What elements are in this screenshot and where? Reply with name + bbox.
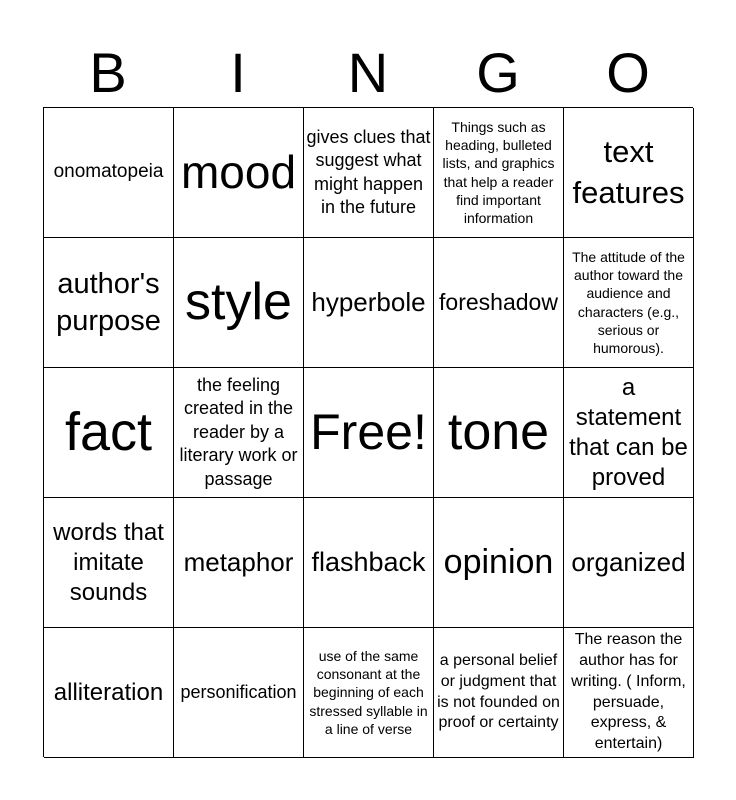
cell-text: style (185, 273, 292, 332)
cell-text: fact (64, 402, 153, 463)
cell-text: text features (572, 133, 685, 210)
cell-text: Free! (310, 404, 427, 461)
header-letter-b: B (89, 41, 127, 104)
cell-text: The attitude of the author toward the audience and characters (e.g., serious or humorous). (572, 248, 685, 356)
cell-text: alliteration (53, 678, 164, 706)
cell-text: a personal belief or judgment that is not founded on proof or certainty (437, 651, 560, 732)
cell-text: organized (571, 546, 686, 577)
cell-text: the feeling created in the reader by a literary work or passage (179, 375, 298, 489)
cell-text: author's purpose (56, 268, 161, 337)
bingo-cell (44, 108, 174, 238)
bingo-cell (434, 368, 564, 498)
bingo-cell (564, 498, 694, 628)
bingo-cell (434, 628, 564, 758)
bingo-cell (44, 498, 174, 628)
bingo-cell (304, 628, 434, 758)
bingo-cell (304, 108, 434, 238)
cell-text: gives clues that suggest what might happen in the future (306, 126, 431, 217)
bingo-cell (564, 368, 694, 498)
cell-text: The reason the author has for writing. ( Inform, persuade, express, & entertain) (571, 631, 686, 753)
bingo-cell (304, 498, 434, 628)
bingo-cell (174, 628, 304, 758)
bingo-board (43, 107, 693, 757)
cell-text: use of the same consonant at the beginning of each stressed syllable in a line of verse (309, 648, 428, 737)
cell-text: personification (180, 681, 297, 702)
cell-text: onomatopeia (53, 161, 164, 183)
cell-text: a statement that can be proved (569, 373, 688, 491)
bingo-cell (174, 108, 304, 238)
cell-text: hyperbole (311, 286, 426, 317)
header-letter-n: N (347, 41, 389, 104)
cell-text: foreshadow (439, 288, 558, 315)
bingo-cell (174, 498, 304, 628)
bingo-cell (564, 628, 694, 758)
bingo-cell (434, 238, 564, 368)
bingo-cell (564, 238, 694, 368)
header-letter-o: O (606, 41, 650, 104)
cell-text: words that imitate sounds (53, 518, 164, 606)
free-space (304, 368, 434, 498)
header-letter-g: G (476, 41, 520, 104)
bingo-cell (174, 238, 304, 368)
bingo-cell (44, 368, 174, 498)
cell-text: metaphor (183, 546, 294, 577)
bingo-cell (174, 368, 304, 498)
bingo-cell (434, 498, 564, 628)
cell-text: flashback (311, 547, 426, 578)
bingo-cell (304, 238, 434, 368)
bingo-cell (44, 628, 174, 758)
bingo-cell (44, 238, 174, 368)
cell-text: tone (447, 403, 550, 462)
cell-text: mood (180, 146, 297, 199)
bingo-cell (564, 108, 694, 238)
cell-text: Things such as heading, bulleted lists, and graphics that help a reader find important information (442, 118, 555, 226)
bingo-header (43, 40, 693, 106)
cell-text: opinion (443, 542, 554, 581)
header-letter-i: I (230, 41, 246, 104)
bingo-cell (434, 108, 564, 238)
